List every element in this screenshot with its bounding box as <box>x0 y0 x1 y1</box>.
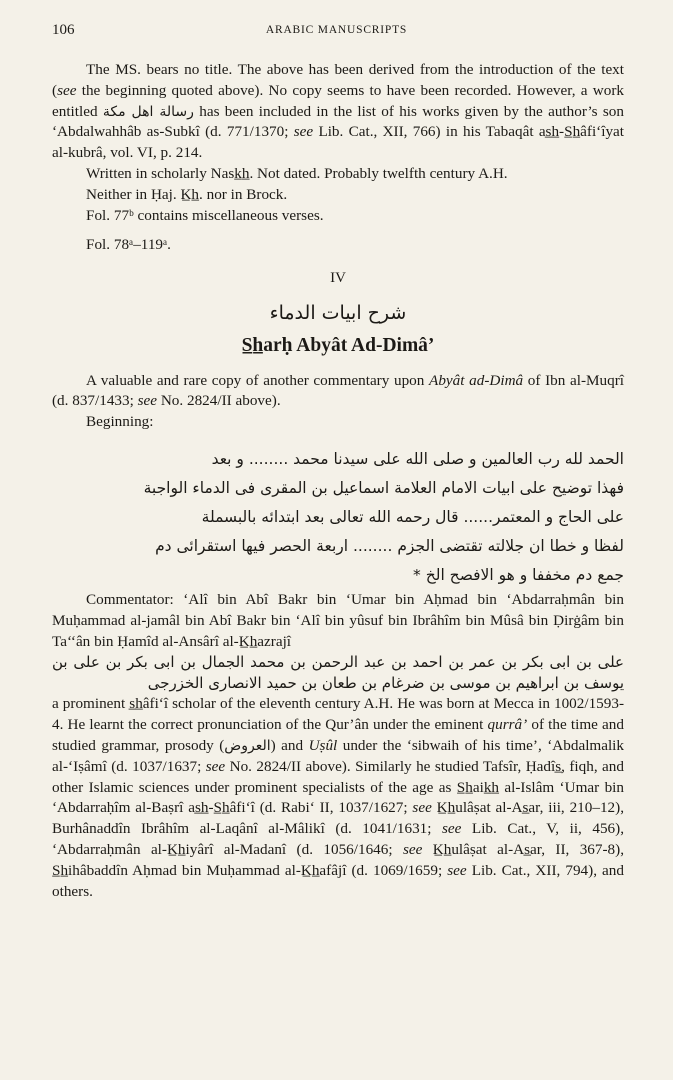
text-run-italic: see <box>447 861 467 879</box>
text-run-italic: see <box>412 799 432 817</box>
text-run-italic: see <box>137 392 158 410</box>
text-run-italic: Uṣûl <box>308 736 338 754</box>
text-run: The MS. bears no title. The above has been derived from the introduction of the text ( <box>52 61 624 99</box>
arabic-line: على الحاج و المعتمر...... قال رحمه الله تعالى بعد ابتدائه بالبسملة <box>201 507 624 526</box>
arabic-line: فهذا توضيح على ابيات الامام العلامة اسماعيل بن المقرى فى الدماء الواجبة <box>143 478 624 497</box>
arabic-line: جمع دم مخففا و هو الافصح الخ * <box>413 565 624 584</box>
text-run-italic: see <box>57 81 77 99</box>
text-run-italic: see <box>402 840 423 858</box>
text-run: No. 2824/II above). Similarly he studied Tafsîr, Ḥadîs̲, fiqh, and other Islamic sciences under prominent specialists of the age as S̲h̲aik̲h̲ al-Islâm ‘Umar bin ‘Abdarraḥîm al-Baṣrî as̲h̲-S̲h̲âfi‘î (d. Rabi‘ II, 1037/1627; <box>52 757 624 817</box>
spacer <box>52 226 624 235</box>
commentator-arabic-name: على بن ابى بكر بن عمر بن احمد بن عبد الرحمن بن محمد الجمال بن ابى بكر بن على بن يوسف بن ابراهيم بن موسى بن ضرغام بن طعان بن حميد الانصارى الخزرجى <box>52 653 624 693</box>
arabic-line: لفظا و خطا ان جلالته تقتضى الجزم ........ اربعة الحصر فيها استقرائى دم <box>155 536 624 555</box>
arabic-line: الحمد لله رب العالمين و صلى الله على سيدنا محمد ........ و بعد <box>211 449 624 468</box>
page-header <box>52 22 621 42</box>
page-number: 106 <box>52 22 75 38</box>
arabic-inline-title: رسالة اهل مكة <box>102 103 194 120</box>
arabic-inline-term: العروض <box>224 737 271 754</box>
section-number: IV <box>330 270 346 287</box>
beginning-label: Beginning: <box>86 413 154 431</box>
paragraph-references: Neither in Ḥaj. K̲h̲. nor in Brock. <box>86 185 288 203</box>
text-run: ) and <box>270 736 309 754</box>
text-run: Lib. Cat., XII, 766) in his Tabaqât as̲h̲-S̲h̲âfi‘îyat al-kubrâ, vol. VI, p. 214. <box>52 123 625 162</box>
arabic-beginning-quote <box>52 445 624 590</box>
section-title: S̲h̲arḥ Abyât Ad-Dimâ’ <box>241 334 435 356</box>
text-run: a prominent s̲h̲âfi‘î scholar of the eleventh century A.H. He was born at Mecca in 1002/1593-4. He learnt the correct pronunciation of the Qur’ân under the eminent <box>52 695 624 734</box>
text-run: Lib. Cat., V, ii, 456), ‘Abdarraḥmân al-K̲h̲iyârî al-Madanî (d. 1056/1646; <box>52 820 624 858</box>
text-run-italic: see <box>442 820 462 838</box>
text-run: under the ‘sibwaih of his time’, ‘Abdalmalik al-‘Iṣâmî (d. 1037/1637; <box>52 736 624 775</box>
text-run-italic: see <box>293 123 314 141</box>
paragraph-folio-range: Fol. 78ᵃ–119ᵃ. <box>86 236 171 254</box>
paragraph-commentator-bio <box>52 694 624 902</box>
text-run-italic: qurrâ’ <box>487 716 528 734</box>
text-run: has been included in the list of his works given by the author’s son ‘Abdalwahhâb as-Subkî (d. 771/1370; <box>52 102 624 141</box>
paragraph-description <box>52 371 624 413</box>
text-run-italic: Abyât ad-Dimâ <box>429 371 524 389</box>
text-run: of the time and studied grammar, prosody ( <box>52 716 624 754</box>
text-run: K̲h̲ulâṣat al-As̲ar, iii, 210–12), Burhânaddîn Ibrâhîm al-Laqânî al-Mâlikî (d. 1041/1631; <box>52 799 624 838</box>
paragraph-commentator: Commentator: ‘Alî bin Abî Bakr bin ‘Umar bin Aḥmad bin ‘Abdarraḥmân bin Muḥammad al-jamâl bin Abî Bakr bin ‘Alî bin yûsuf bin Ibrâhîm bin Mûsâ bin Ḍirġâm bin Ta‘‘ân bin Ḥamîd al-Ansârî al-K̲h̲azrajî <box>52 590 624 650</box>
text-run: of Ibn al-Muqrî (d. 837/1433; <box>52 371 625 410</box>
text-run-italic: see <box>205 757 226 775</box>
text-run: A valuable and rare copy of another commentary upon <box>86 371 430 389</box>
section-arabic-title: شرح ابيات الدماء <box>269 301 407 324</box>
paragraph-title-note <box>52 60 624 164</box>
paragraph-script-note: Written in scholarly Nask̲h̲. Not dated. Probably twelfth century A.H. <box>86 164 508 182</box>
running-head: ARABIC MANUSCRIPTS <box>265 24 408 36</box>
text-run: Lib. Cat., XII, 794), and others. <box>52 861 624 900</box>
text-run: K̲h̲ulâṣat al-As̲ar, II, 367-8), S̲h̲ihâbaddîn Aḥmad bin Muḥammad al-K̲h̲afâjî (d. 1069/1659; <box>52 840 624 879</box>
page-body <box>52 60 624 902</box>
text-run: No. 2824/II above). <box>157 392 281 410</box>
paragraph-misc-verses: Fol. 77ᵇ contains miscellaneous verses. <box>86 206 324 224</box>
text-run: the beginning quoted above). No copy seems to have been recorded. However, a work entitled <box>52 81 624 120</box>
